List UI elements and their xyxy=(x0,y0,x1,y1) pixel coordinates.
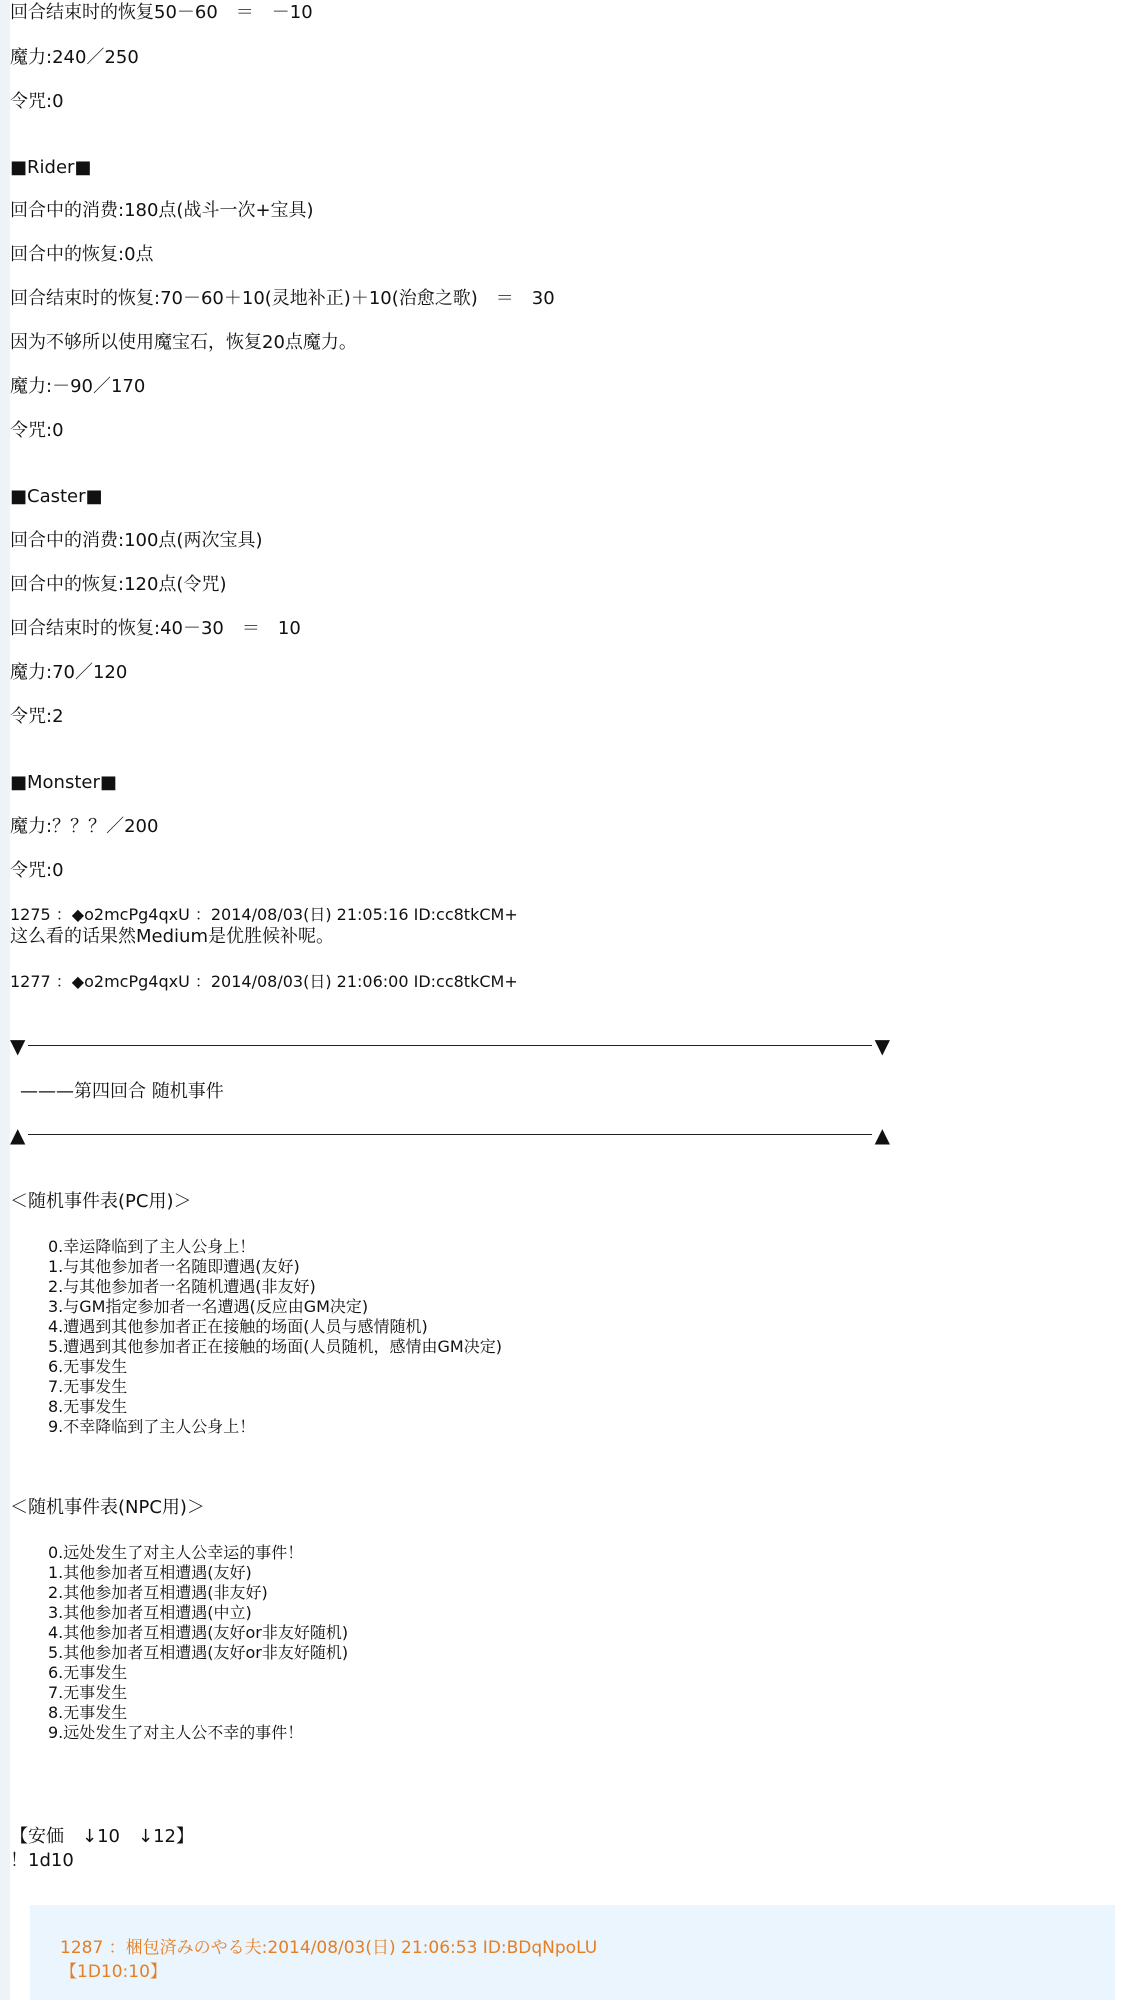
npc-table-item: 6.无事发生 xyxy=(48,1663,128,1682)
triangle-up-icon: ▲ xyxy=(10,1123,26,1147)
reply-header: 1287 ：梱包済みのやる夫:2014/08/03(日) 21:06:53 ID:BDqNpoLU xyxy=(60,1938,598,1958)
pc-table-item: 5.遭遇到其他参加者正在接触的场面(人员随机，感情由GM决定) xyxy=(48,1337,502,1356)
monster-command-seal: 令咒:0 xyxy=(10,860,64,881)
pc-table-item: 2.与其他参加者一名随机遭遇(非友好) xyxy=(48,1277,316,1296)
divider-line xyxy=(28,1134,872,1135)
pc-table-item: 6.无事发生 xyxy=(48,1357,128,1376)
rider-recovery: 回合中的恢复:0点 xyxy=(10,244,154,265)
post-header-1275: 1275 ：◆o2mcPg4qxU ：2014/08/03(日) 21:05:16 ID:cc8tkCM+ xyxy=(10,905,518,924)
npc-table-item: 8.无事发生 xyxy=(48,1703,128,1722)
pc-table-item: 0.幸运降临到了主人公身上！ xyxy=(48,1237,256,1256)
npc-table-title: ＜随机事件表(NPC用)＞ xyxy=(10,1497,205,1518)
pc-table-item: 8.无事发生 xyxy=(48,1397,128,1416)
npc-table-item: 3.其他参加者互相遭遇(中立) xyxy=(48,1603,252,1622)
npc-table-item: 2.其他参加者互相遭遇(非友好) xyxy=(48,1583,268,1602)
left-rail xyxy=(0,0,10,2000)
command-seal-line: 令咒:0 xyxy=(10,91,64,112)
monster-heading: ■Monster■ xyxy=(10,772,117,793)
post-body-1275: 这么看的话果然Medium是优胜候补呢。 xyxy=(10,926,334,947)
caster-end-recovery: 回合结束时的恢复:40－30 ＝ 10 xyxy=(10,618,301,639)
bottom-divider xyxy=(10,1124,890,1146)
reply-post xyxy=(30,1905,1115,2000)
triangle-down-icon: ▼ xyxy=(874,1034,890,1058)
saber-recovery-line: 回合结束时的恢复50－60 ＝ －10 xyxy=(10,2,313,23)
npc-table-item: 0.远处发生了对主人公幸运的事件！ xyxy=(48,1543,304,1562)
triangle-down-icon: ▼ xyxy=(10,1034,26,1058)
npc-table-item: 9.远处发生了对主人公不幸的事件！ xyxy=(48,1723,304,1742)
pc-table-item: 9.不幸降临到了主人公身上！ xyxy=(48,1417,256,1436)
mana-line: 魔力:240／250 xyxy=(10,47,139,68)
top-divider xyxy=(10,1035,890,1057)
post-header-1277: 1277 ：◆o2mcPg4qxU ：2014/08/03(日) 21:06:00 ID:cc8tkCM+ xyxy=(10,972,518,991)
npc-table-item: 4.其他参加者互相遭遇(友好or非友好随机) xyxy=(48,1623,349,1642)
caster-recovery: 回合中的恢复:120点(令咒) xyxy=(10,574,227,595)
pc-table-item: 3.与GM指定参加者一名遭遇(反应由GM决定) xyxy=(48,1297,369,1316)
rider-end-recovery: 回合结束时的恢复:70－60＋10(灵地补正)＋10(治愈之歌) ＝ 30 xyxy=(10,288,555,309)
caster-heading: ■Caster■ xyxy=(10,486,103,507)
monster-mana: 魔力:？？？／200 xyxy=(10,816,159,837)
caster-consumption: 回合中的消费:100点(两次宝具) xyxy=(10,530,263,551)
pc-table-item: 1.与其他参加者一名随即遭遇(友好) xyxy=(48,1257,300,1276)
rider-command-seal: 令咒:0 xyxy=(10,420,64,441)
npc-table-item: 5.其他参加者互相遭遇(友好or非友好随机) xyxy=(48,1643,349,1662)
pc-table-item: 7.无事发生 xyxy=(48,1377,128,1396)
npc-table-item: 7.无事发生 xyxy=(48,1683,128,1702)
dice-command: ！1d10 xyxy=(10,1850,74,1871)
caster-mana: 魔力:70／120 xyxy=(10,662,128,683)
npc-table-item: 1.其他参加者互相遭遇(友好) xyxy=(48,1563,252,1582)
divider-line xyxy=(28,1045,872,1046)
rider-note: 因为不够所以使用魔宝石，恢复20点魔力。 xyxy=(10,332,357,353)
triangle-up-icon: ▲ xyxy=(874,1123,890,1147)
rider-mana: 魔力:－90／170 xyxy=(10,376,146,397)
caster-command-seal: 令咒:2 xyxy=(10,706,64,727)
rider-consumption: 回合中的消费:180点(战斗一次+宝具) xyxy=(10,200,314,221)
pc-table-title: ＜随机事件表(PC用)＞ xyxy=(10,1191,192,1212)
rider-heading: ■Rider■ xyxy=(10,157,92,178)
anchor-line: 【安価 ↓10 ↓12】 xyxy=(10,1826,194,1847)
pc-table-item: 4.遭遇到其他参加者正在接触的场面(人员与感情随机) xyxy=(48,1317,428,1336)
round-title: ———第四回合 随机事件 xyxy=(20,1081,224,1102)
dice-result: 【1D10:10】 xyxy=(60,1962,167,1982)
